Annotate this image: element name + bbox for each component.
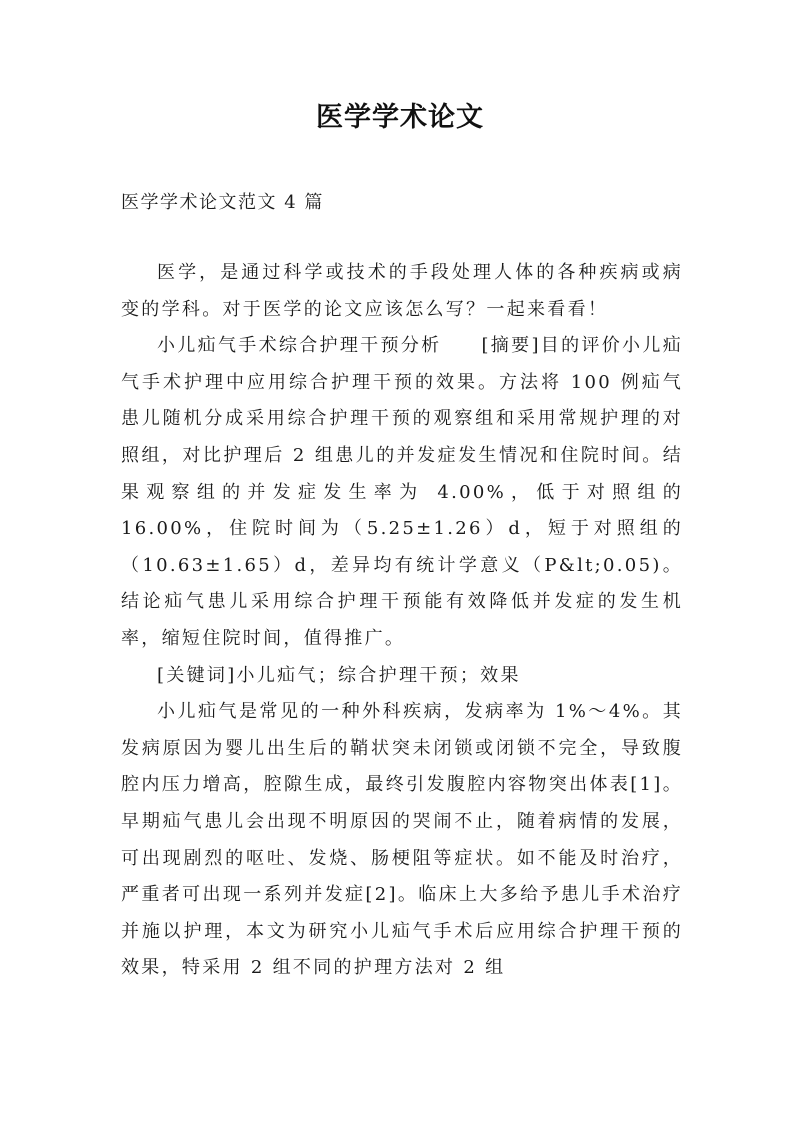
body-paragraph: 小儿疝气是常见的一种外科疾病，发病率为 1%～4%。其发病原因为婴儿出生后的鞘状突未闭锁或闭锁不完全，导致腹腔内压力增高，腔隙生成，最终引发腹腔内容物突出体表[1]。早期疝气患儿会出现不明原因的哭闹不止，随着病情的发展，可出现剧烈的呕吐、发烧、肠梗阻等症状。如不能及时治疗，严重者可出现一系列并发症[2]。临床上大多给予患儿手术治疗并施以护理，本文为研究小儿疝气手术后应用综合护理干预的效果，特采用 2 组不同的护理方法对 2 组 — [121, 701, 683, 979]
document-title: 医学学术论文 — [316, 102, 484, 133]
intro-paragraph: 医学，是通过科学或技术的手段处理人体的各种疾病或病变的学科。对于医学的论文应该怎么写？一起来看看！ — [121, 262, 683, 320]
article-title: 小儿疝气手术综合护理干预分析 — [157, 335, 442, 357]
document-body — [121, 255, 683, 987]
document-subtitle: 医学学术论文范文 4 篇 — [121, 192, 324, 213]
abstract-text: [摘要]目的评价小儿疝气手术护理中应用综合护理干预的效果。方法将 100 例疝气患儿随机分成采用综合护理干预的观察组和采用常规护理的对照组，对比护理后 2 组患儿的并发症发生情况和住院时间。结果观察组的并发症发生率为 4.00%，低于对照组的 16.00%，住院时间为（5.25±1.26）d，短于对照组的（10.63±1.65）d，差异均有统计学意义（P&lt;0.05)。结论疝气患儿采用综合护理干预能有效降低并发症的发生机率，缩短住院时间，值得推广。 — [121, 335, 683, 649]
abstract-paragraph — [121, 328, 683, 657]
keywords-paragraph: [关键词]小儿疝气；综合护理干预；效果 — [157, 664, 521, 686]
